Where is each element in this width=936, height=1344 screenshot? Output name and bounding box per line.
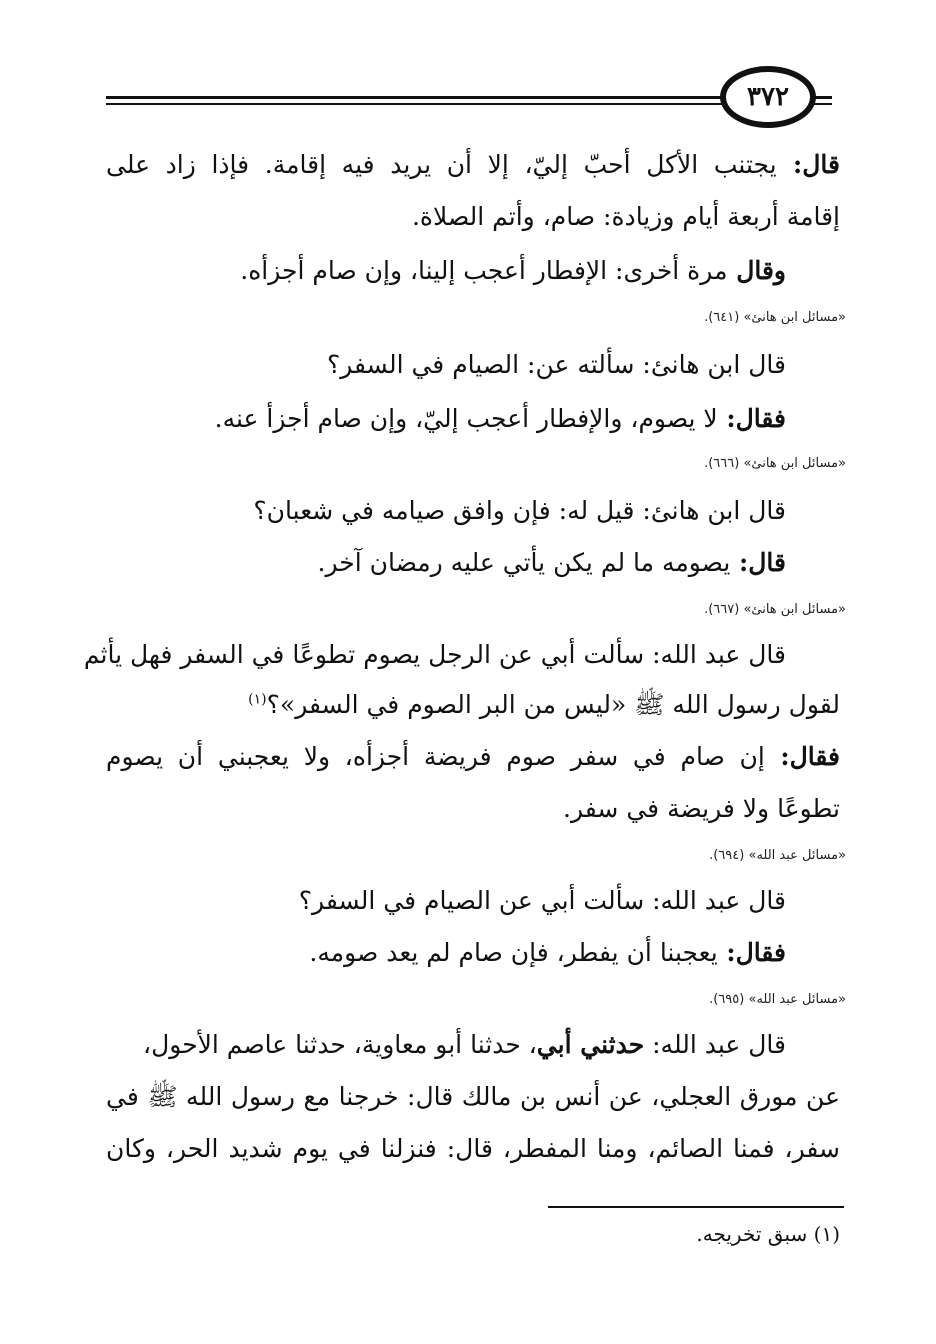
source-citation: «مسائل ابن هانئ» (٦٦٦). bbox=[704, 456, 846, 471]
text-line bbox=[106, 1134, 840, 1164]
source-citation: «مسائل عبد الله» (٦٩٤). bbox=[709, 848, 846, 863]
speaker-label: فقال: bbox=[764, 742, 840, 771]
line-text: ، حدثنا أبو معاوية، حدثنا عاصم الأحول، bbox=[143, 1030, 537, 1059]
text-line bbox=[248, 690, 840, 720]
footnote-rule bbox=[548, 1206, 844, 1208]
line-text: قال ابن هانئ: سألته عن: الصيام في السفر؟ bbox=[326, 350, 786, 379]
source-citation: «مسائل عبد الله» (٦٩٥). bbox=[709, 992, 846, 1007]
header-rule-right-thin bbox=[812, 103, 832, 105]
text-line bbox=[143, 1030, 786, 1060]
line-text: قال عبد الله: سألت أبي عن الرجل يصوم تطوعًا في السفر فهل يأثم bbox=[83, 640, 786, 669]
source-citation: «مسائل ابن هانئ» (٦٤١). bbox=[704, 310, 846, 325]
line-text: عن مورق العجلي، عن أنس بن مالك قال: خرجنا مع رسول الله ﷺ في bbox=[106, 1082, 840, 1111]
text-line bbox=[106, 1082, 840, 1112]
line-text: قال ابن هانئ: قيل له: فإن وافق صيامه في شعبان؟ bbox=[253, 496, 786, 525]
speaker-label: قال: bbox=[776, 150, 840, 179]
line-text: مرة أخرى: الإفطار أعجب إلينا، وإن صام أجزأه. bbox=[240, 256, 728, 285]
line-text: قال عبد الله: bbox=[644, 1030, 786, 1059]
line-text: يصومه ما لم يكن يأتي عليه رمضان آخر. bbox=[317, 548, 731, 577]
header-rule-thin bbox=[106, 103, 726, 105]
line-text: لقول رسول الله ﷺ «ليس من البر الصوم في السفر»؟ bbox=[266, 690, 840, 719]
line-text: إن صام في سفر صوم فريضة أجزأه، ولا يعجبني أن يصوم bbox=[106, 742, 765, 771]
footnote-text: سبق تخريجه. bbox=[696, 1222, 808, 1246]
text-line bbox=[215, 404, 786, 434]
text-line bbox=[106, 150, 840, 180]
header-rule bbox=[106, 96, 726, 99]
footnote bbox=[696, 1222, 840, 1246]
text-line bbox=[84, 640, 786, 670]
speaker-label: قال: bbox=[730, 548, 786, 577]
text-line bbox=[240, 256, 786, 286]
line-text: إقامة أربعة أيام وزيادة: صام، وأتم الصلاة. bbox=[411, 202, 840, 231]
line-text: سفر، فمنا الصائم، ومنا المفطر، قال: فنزلنا في يوم شديد الحر، وكان bbox=[106, 1134, 840, 1163]
speaker-label: وقال bbox=[727, 256, 786, 285]
text-line bbox=[106, 742, 840, 772]
source-citation: «مسائل ابن هانئ» (٦٦٧). bbox=[704, 602, 846, 617]
footnote-marker: (١) bbox=[248, 691, 267, 708]
text-line bbox=[327, 350, 786, 380]
line-text: لا يصوم، والإفطار أعجب إليّ، وإن صام أجزأ عنه. bbox=[214, 404, 718, 433]
line-text: يجتنب الأكل أحبّ إليّ، إلا أن يريد فيه إقامة. فإذا زاد على bbox=[106, 150, 777, 179]
footnote-number: (١) bbox=[813, 1222, 840, 1246]
page-number-frame bbox=[720, 66, 816, 128]
page-number: ٣٧٢ bbox=[747, 82, 789, 112]
speaker-label: فقال: bbox=[717, 938, 786, 967]
text-line bbox=[563, 794, 840, 824]
speaker-label: فقال: bbox=[717, 404, 786, 433]
line-text: يعجبنا أن يفطر، فإن صام لم يعد صومه. bbox=[309, 938, 718, 967]
line-text: قال عبد الله: سألت أبي عن الصيام في السفر؟ bbox=[298, 886, 786, 915]
isnad-bold: حدثني أبي bbox=[536, 1030, 645, 1059]
text-line bbox=[318, 548, 786, 578]
text-line bbox=[309, 938, 786, 968]
text-line bbox=[412, 202, 840, 232]
text-line bbox=[299, 886, 786, 916]
line-text: تطوعًا ولا فريضة في سفر. bbox=[563, 794, 840, 823]
text-line bbox=[253, 496, 786, 526]
